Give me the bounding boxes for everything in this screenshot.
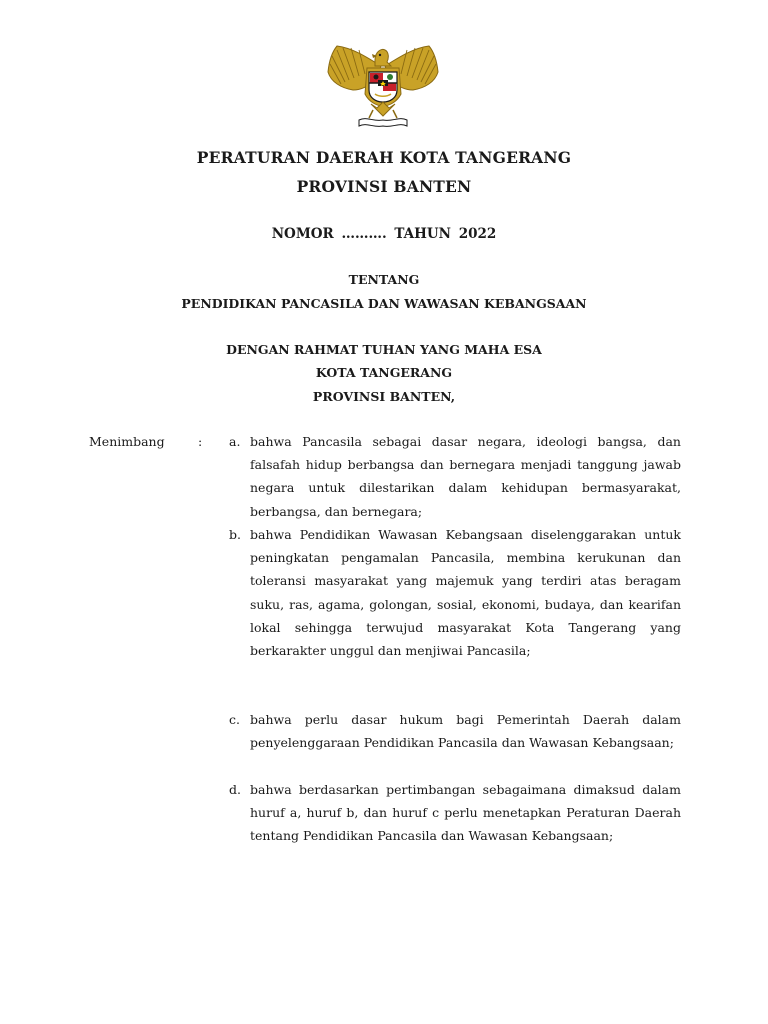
about-heading: TENTANG [348,272,420,287]
regulation-number: NOMOR ………. TAHUN 2022 [271,226,497,242]
considering-item-d [229,778,681,848]
considering-item-c [229,708,681,754]
considering-label: Menimbang [89,434,165,449]
regulation-subject: PENDIDIKAN PANCASILA DAN WAWASAN KEBANGSAAN [181,296,587,311]
item-text: bahwa Pancasila sebagai dasar negara, ideologi bangsa, dan falsafah hidup berbangsa dan bernegara menjadi tanggung jawab negara untuk dilestarikan dalam kehidupan bermasyarakat, berbangsa, dan bernegara; [250,434,681,519]
considering-item-a [229,430,681,523]
garuda-pancasila-emblem-icon [323,44,443,130]
regulation-title: PERATURAN DAERAH KOTA TANGERANG [196,148,572,167]
item-letter: a. [229,434,241,449]
issuing-city: KOTA TANGERANG [315,365,453,380]
item-text: bahwa perlu dasar hukum bagi Pemerintah Daerah dalam penyelenggaraan Pendidikan Pancasila dan Wawasan Kebangsaan; [250,712,681,751]
item-letter: c. [229,712,240,727]
blessing-line: DENGAN RAHMAT TUHAN YANG MAHA ESA [226,342,542,357]
item-text: bahwa berdasarkan pertimbangan sebagaimana dimaksud dalam huruf a, huruf b, dan huruf c perlu menetapkan Peraturan Daerah tentang Pendidikan Pancasila dan Wawasan Kebangsaan; [250,782,681,844]
province-title: PROVINSI BANTEN [296,177,472,196]
issuing-province: PROVINSI BANTEN, [312,389,456,404]
considering-colon: : [198,434,203,449]
item-text: bahwa Pendidikan Wawasan Kebangsaan diselenggarakan untuk peningkatan pengamalan Pancasila, membina kerukunan dan toleransi masyarakat yang majemuk yang terdiri atas beragam suku, ras, agama, golongan, sosial, ekonomi, budaya, dan kearifan lokal sehingga terwujud masyarakat Kota Tangerang yang berkarakter unggul dan menjiwai Pancasila; [250,527,681,659]
item-letter: d. [229,782,241,797]
item-letter: b. [229,527,241,542]
considering-item-b [229,523,681,662]
